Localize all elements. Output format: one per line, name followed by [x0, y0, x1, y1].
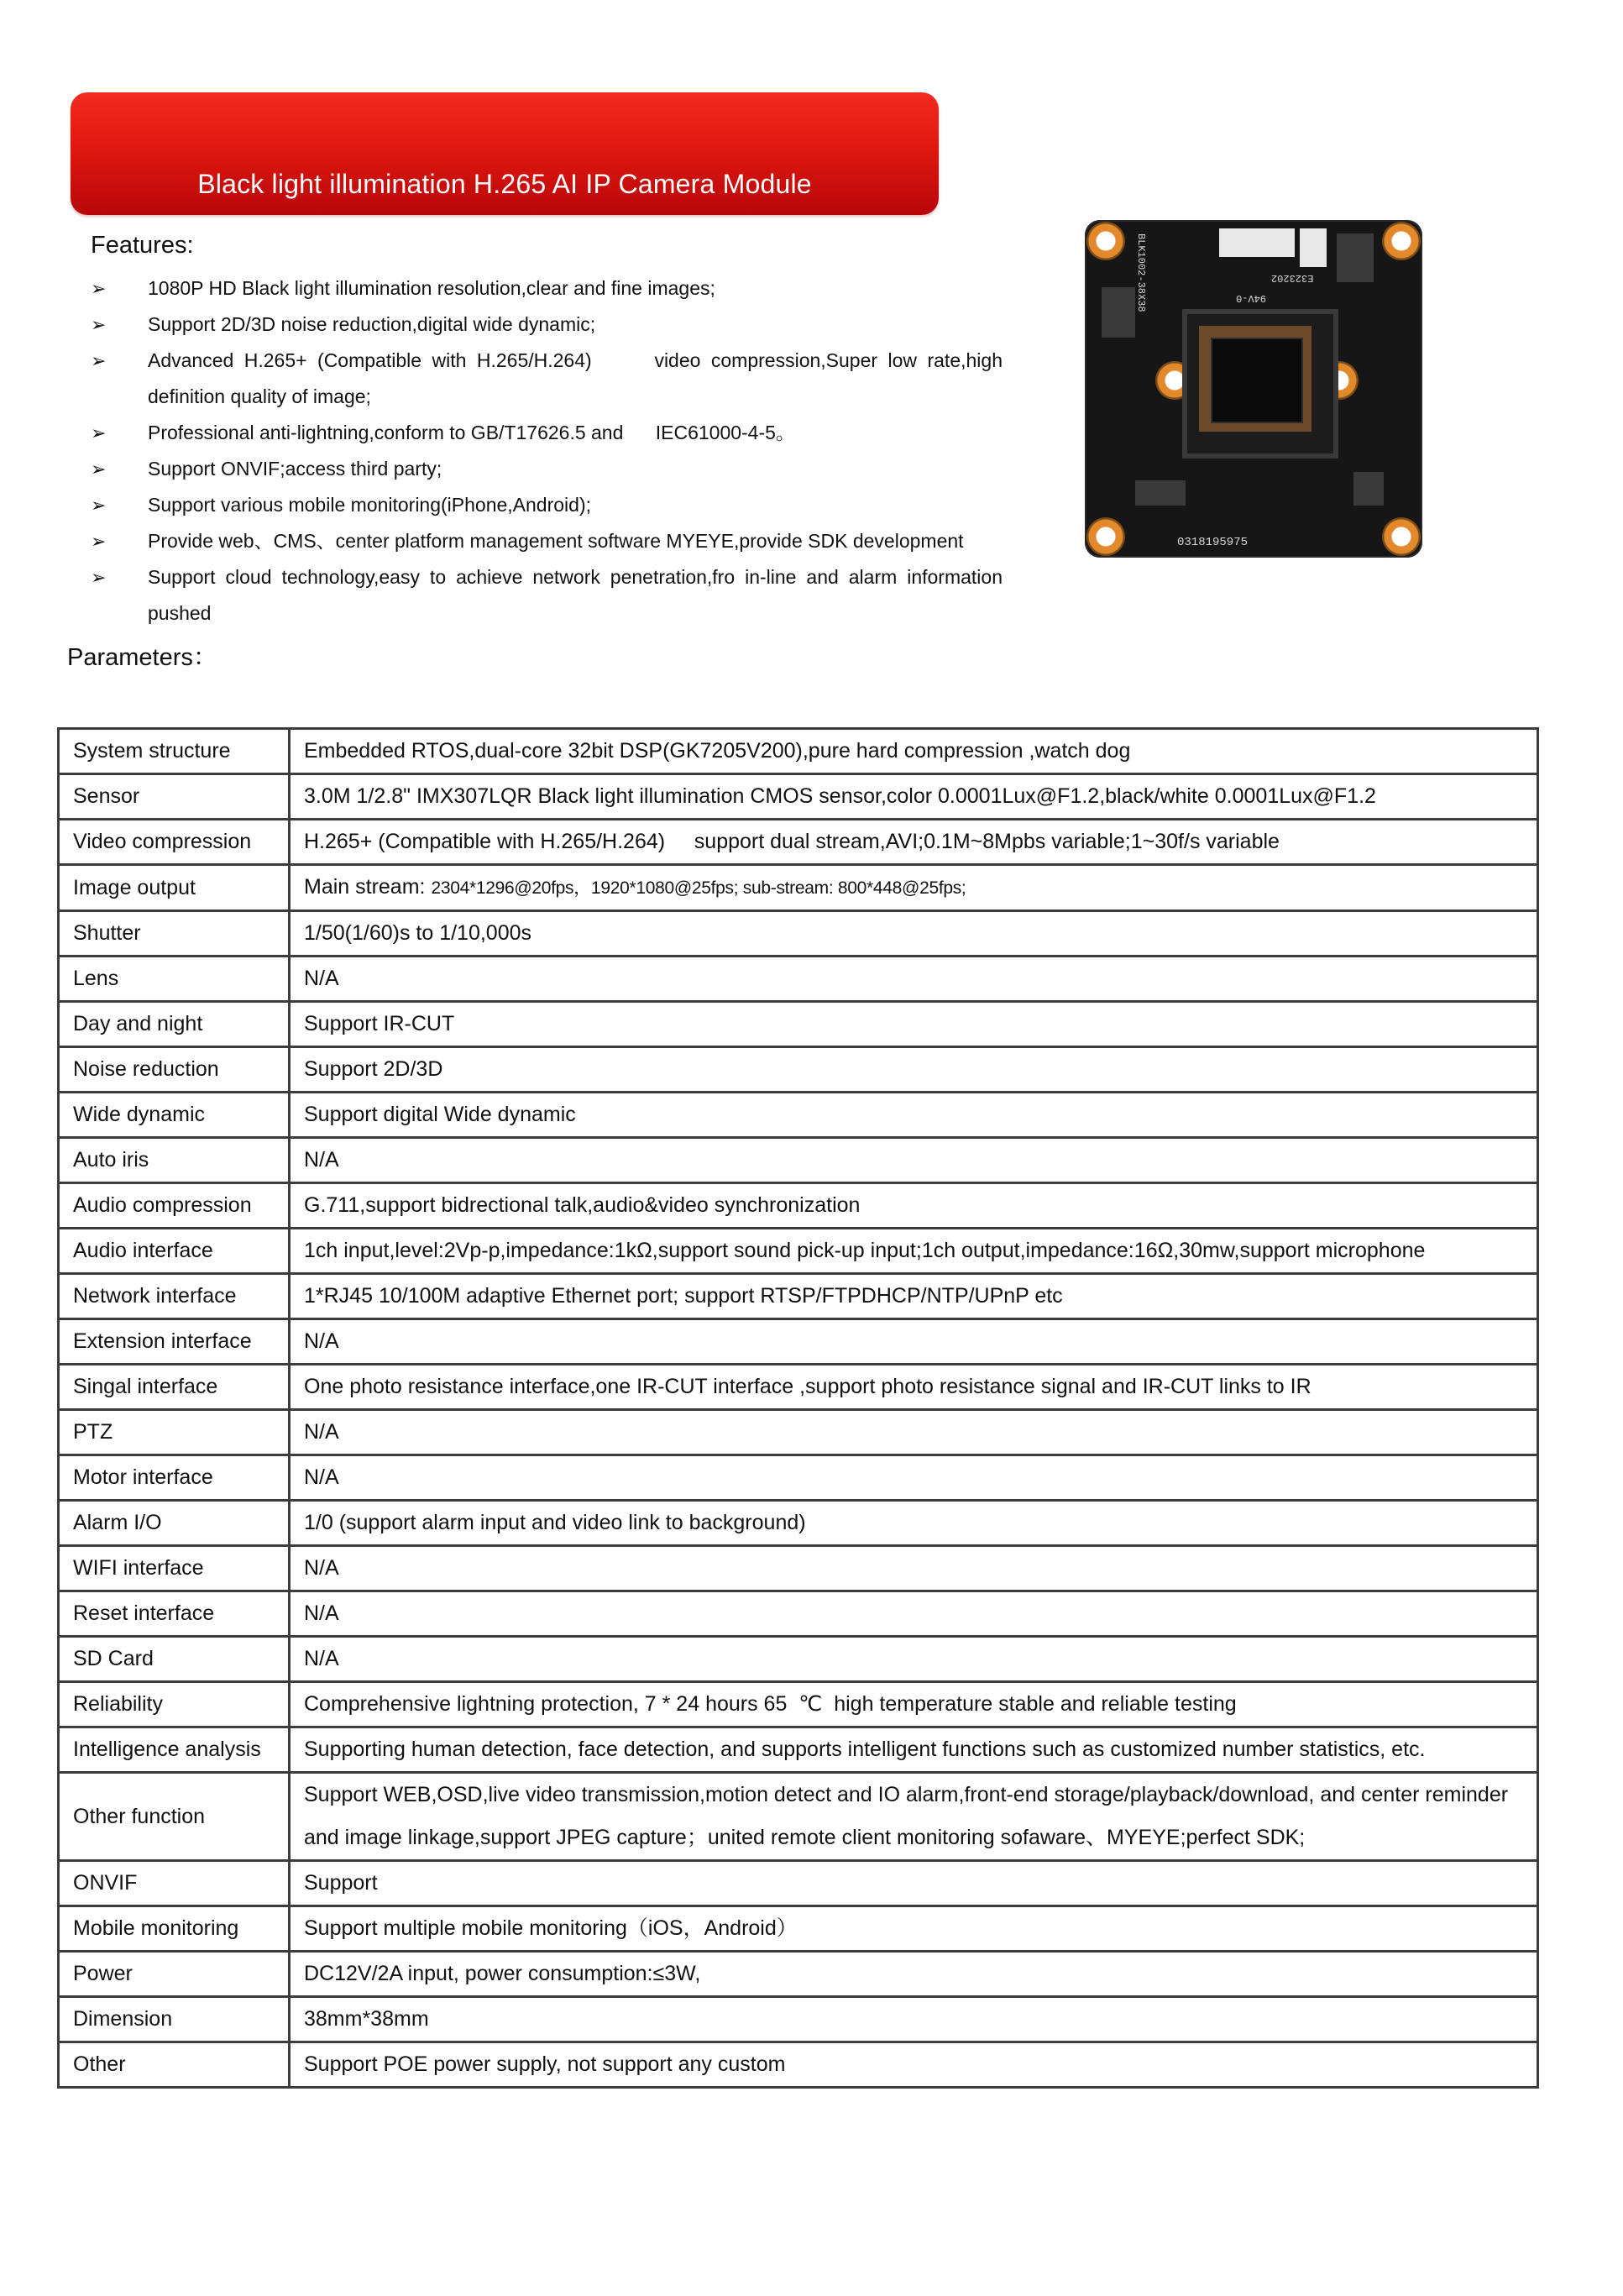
parameter-value: N/A	[290, 1319, 1538, 1365]
table-row	[59, 2042, 1538, 2088]
parameter-label: Other	[59, 2042, 290, 2088]
parameter-value: H.265+ (Compatible with H.265/H.264) support dual stream,AVI;0.1M~8Mpbs variable;1~30f/s variable	[290, 820, 1538, 865]
parameter-label: System structure	[59, 729, 290, 774]
parameter-value: Support WEB,OSD,live video transmission,motion detect and IO alarm,front-end storage/playback/download, and center reminder and image linkage,support JPEG capture；united remote client monitoring sofaware、MYEYE;perfect SDK;	[290, 1773, 1538, 1861]
parameter-value: Comprehensive lightning protection, 7 * 24 hours 65 ℃ high temperature stable and reliable testing	[290, 1682, 1538, 1727]
table-row	[59, 1138, 1538, 1183]
parameter-label: PTZ	[59, 1410, 290, 1455]
parameter-label: ONVIF	[59, 1861, 290, 1906]
features-heading: Features:	[91, 232, 194, 259]
table-row	[59, 1773, 1538, 1861]
table-row	[59, 957, 1538, 1002]
feature-item: ➢ Support cloud technology,easy to achieve network penetration,fro in-line and alarm information pushed	[87, 559, 1003, 632]
features-list	[87, 270, 1008, 632]
parameter-value: 1*RJ45 10/100M adaptive Ethernet port; support RTSP/FTPDHCP/NTP/UPnP etc	[290, 1274, 1538, 1319]
arrow-bullet-icon: ➢	[91, 567, 107, 588]
parameter-value: G.711,support bidrectional talk,audio&video synchronization	[290, 1183, 1538, 1229]
table-row	[59, 1591, 1538, 1637]
arrow-bullet-icon: ➢	[91, 278, 107, 299]
parameter-value: Support IR-CUT	[290, 1002, 1538, 1047]
parameter-label: Lens	[59, 957, 290, 1002]
serial-number: 0318195975	[1177, 536, 1249, 549]
camera-module-photo: BLK1002-38X38 94V-0 E323202 0318195975	[1085, 220, 1422, 558]
arrow-bullet-icon: ➢	[91, 314, 107, 335]
parameter-value: 1/0 (support alarm input and video link to background)	[290, 1501, 1538, 1546]
parameter-value: Support multiple mobile monitoring（iOS，Android）	[290, 1906, 1538, 1952]
table-row	[59, 1002, 1538, 1047]
pcb-component	[1102, 287, 1135, 338]
table-row	[59, 1319, 1538, 1365]
parameters-heading: Parameters：	[67, 644, 217, 671]
mounting-hole	[1086, 222, 1125, 260]
table-row	[59, 1047, 1538, 1093]
parameter-value-main: Main stream:	[304, 875, 432, 899]
pcb-component	[1135, 480, 1186, 506]
parameter-value: N/A	[290, 957, 1538, 1002]
table-row	[59, 1952, 1538, 1997]
parameter-value: Support 2D/3D	[290, 1047, 1538, 1093]
parameter-value: DC12V/2A input, power consumption:≤3W,	[290, 1952, 1538, 1997]
parameters-table	[57, 727, 1539, 2089]
parameter-value	[290, 865, 1538, 911]
parameter-value: N/A	[290, 1546, 1538, 1591]
feature-item: ➢ Support 2D/3D noise reduction,digital wide dynamic;	[87, 307, 1003, 343]
table-row	[59, 1093, 1538, 1138]
title-banner	[71, 92, 939, 215]
table-row	[59, 1906, 1538, 1952]
pcb-component	[1353, 472, 1384, 506]
parameter-label: Sensor	[59, 774, 290, 820]
table-row	[59, 1861, 1538, 1906]
arrow-bullet-icon: ➢	[91, 531, 107, 552]
mounting-hole	[1086, 517, 1125, 556]
feature-item: ➢ Support various mobile monitoring(iPhone,Android);	[87, 487, 1003, 523]
parameter-value: 38mm*38mm	[290, 1997, 1538, 2042]
table-row	[59, 1229, 1538, 1274]
parameter-value: N/A	[290, 1138, 1538, 1183]
parameter-label: Image output	[59, 865, 290, 911]
parameter-label: Alarm I/O	[59, 1501, 290, 1546]
parameter-label: SD Card	[59, 1637, 290, 1682]
pcb-label-pad	[1300, 228, 1327, 267]
feature-item: ➢ 1080P HD Black light illumination resolution,clear and fine images;	[87, 270, 1003, 307]
parameter-label: Motor interface	[59, 1455, 290, 1501]
pcb-label-pad	[1219, 228, 1295, 257]
parameter-label: Other function	[59, 1773, 290, 1861]
parameter-value: Support	[290, 1861, 1538, 1906]
parameter-value-detail: 2304*1296@20fps，1920*1080@25fps; sub-stream: 800*448@25fps;	[431, 878, 966, 898]
table-row	[59, 911, 1538, 957]
parameter-value: N/A	[290, 1410, 1538, 1455]
parameter-label: Singal interface	[59, 1365, 290, 1410]
parameter-value: 1ch input,level:2Vp-p,impedance:1kΩ,support sound pick-up input;1ch output,impedance:16Ω,30mw,support microphone	[290, 1229, 1538, 1274]
arrow-bullet-icon: ➢	[91, 350, 107, 371]
parameter-value: 3.0M 1/2.8" IMX307LQR Black light illumination CMOS sensor,color 0.0001Lux@F1.2,black/white 0.0001Lux@F1.2	[290, 774, 1538, 820]
parameter-value: Support POE power supply, not support any custom	[290, 2042, 1538, 2088]
table-row	[59, 1183, 1538, 1229]
parameter-label: Dimension	[59, 1997, 290, 2042]
table-row	[59, 1365, 1538, 1410]
parameter-label: WIFI interface	[59, 1546, 290, 1591]
table-row	[59, 1455, 1538, 1501]
parameter-label: Power	[59, 1952, 290, 1997]
table-row	[59, 1682, 1538, 1727]
feature-item: ➢ Provide web、CMS、center platform management software MYEYE,provide SDK development	[87, 523, 1003, 559]
table-row	[59, 865, 1538, 911]
table-row	[59, 774, 1538, 820]
parameter-label: Audio compression	[59, 1183, 290, 1229]
parameter-label: Intelligence analysis	[59, 1727, 290, 1773]
parameter-value: 1/50(1/60)s to 1/10,000s	[290, 911, 1538, 957]
parameter-value: Embedded RTOS,dual-core 32bit DSP(GK7205V200),pure hard compression ,watch dog	[290, 729, 1538, 774]
parameter-value: One photo resistance interface,one IR-CUT interface ,support photo resistance signal and IR-CUT links to IR	[290, 1365, 1538, 1410]
parameter-label: Reliability	[59, 1682, 290, 1727]
pcb-component	[1337, 233, 1374, 282]
arrow-bullet-icon: ➢	[91, 495, 107, 516]
parameter-value: Support digital Wide dynamic	[290, 1093, 1538, 1138]
parameter-label: Network interface	[59, 1274, 290, 1319]
parameter-value: N/A	[290, 1455, 1538, 1501]
parameter-label: Mobile monitoring	[59, 1906, 290, 1952]
feature-item: ➢ Advanced H.265+ (Compatible with H.265/H.264) video compression,Super low rate,high definition quality of image;	[87, 343, 1003, 415]
parameter-label: Reset interface	[59, 1591, 290, 1637]
sensor-window	[1211, 338, 1303, 423]
arrow-bullet-icon: ➢	[91, 459, 107, 480]
parameter-label: Wide dynamic	[59, 1093, 290, 1138]
mounting-hole	[1382, 517, 1421, 556]
table-row	[59, 1997, 1538, 2042]
parameter-label: Extension interface	[59, 1319, 290, 1365]
parameter-label: Audio interface	[59, 1229, 290, 1274]
feature-item: ➢ Support ONVIF;access third party;	[87, 451, 1003, 487]
table-row	[59, 820, 1538, 865]
parameter-value: Supporting human detection, face detection, and supports intelligent functions such as customized number statistics, etc.	[290, 1727, 1538, 1773]
table-row	[59, 1637, 1538, 1682]
table-row	[59, 729, 1538, 774]
feature-item: ➢ Professional anti-lightning,conform to GB/T17626.5 and IEC61000-4-5。	[87, 415, 1003, 451]
table-row	[59, 1546, 1538, 1591]
table-row	[59, 1410, 1538, 1455]
parameter-label: Day and night	[59, 1002, 290, 1047]
parameter-value: N/A	[290, 1591, 1538, 1637]
parameter-label: Auto iris	[59, 1138, 290, 1183]
table-row	[59, 1501, 1538, 1546]
arrow-bullet-icon: ➢	[91, 422, 107, 443]
page-title: Black light illumination H.265 AI IP Camera Module	[197, 169, 812, 199]
mounting-hole	[1382, 222, 1421, 260]
parameter-label: Noise reduction	[59, 1047, 290, 1093]
table-row	[59, 1727, 1538, 1773]
parameter-label: Shutter	[59, 911, 290, 957]
table-row	[59, 1274, 1538, 1319]
parameter-value: N/A	[290, 1637, 1538, 1682]
parameter-label: Video compression	[59, 820, 290, 865]
